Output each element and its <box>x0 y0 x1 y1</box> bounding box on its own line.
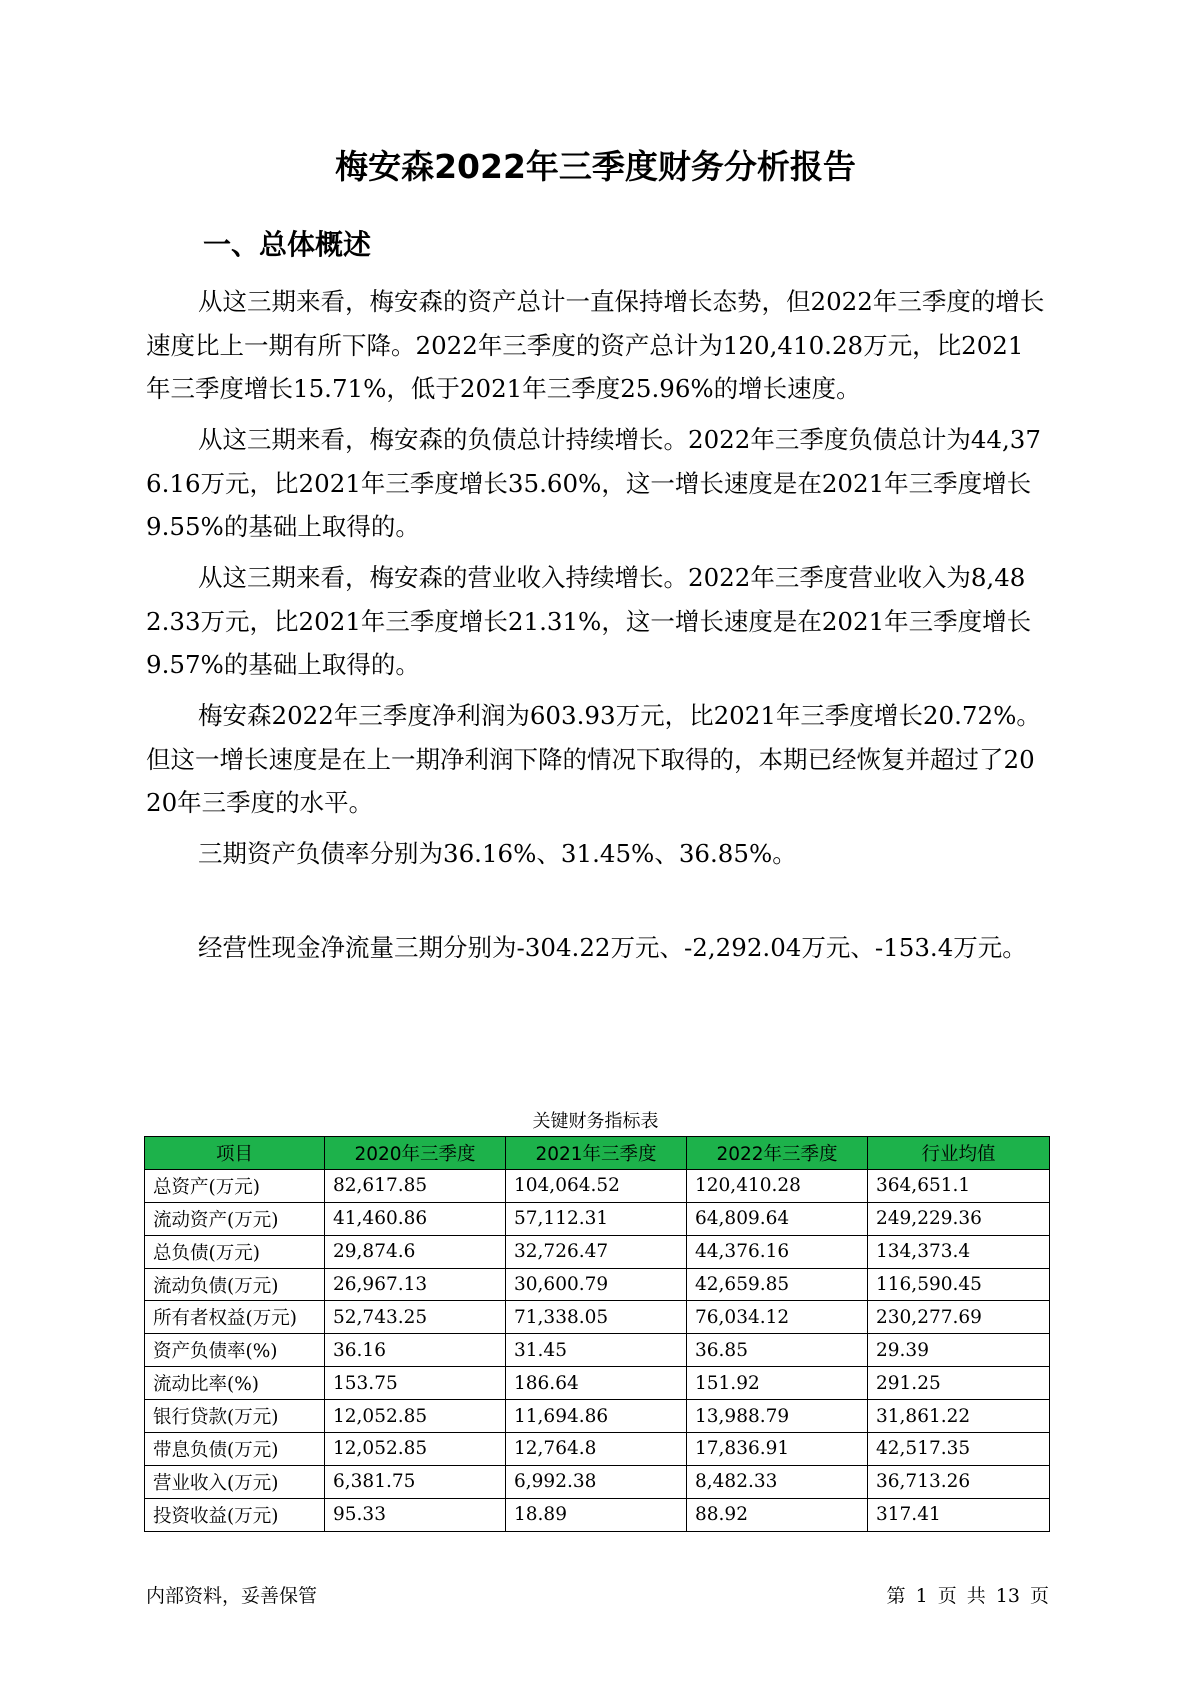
table-cell: 带息负债(万元) <box>145 1433 325 1466</box>
header-cell-item: 项目 <box>145 1137 325 1170</box>
table-cell: 12,052.85 <box>325 1400 506 1433</box>
paragraph-revenue: 从这三期来看，梅安森的营业收入持续增长。2022年三季度营业收入为8,482.33万元，比2021年三季度增长21.31%，这一增长速度是在2021年三季度增长9.57%的基础上取得的。 <box>146 563 1032 679</box>
header-cell-industry-avg: 行业均值 <box>868 1137 1050 1170</box>
table-cell: 银行贷款(万元) <box>145 1400 325 1433</box>
table-cell: 42,517.35 <box>868 1433 1050 1466</box>
table-row <box>145 1367 1050 1400</box>
paragraph-assets: 从这三期来看，梅安森的资产总计一直保持增长态势，但2022年三季度的增长速度比上一期有所下降。2022年三季度的资产总计为120,410.28万元，比2021年三季度增长15.71%，低于2021年三季度25.96%的增长速度。 <box>146 287 1045 403</box>
table-cell: 12,764.8 <box>506 1433 687 1466</box>
table-cell: 流动资产(万元) <box>145 1202 325 1235</box>
table-cell: 64,809.64 <box>687 1202 868 1235</box>
table-row <box>145 1400 1050 1433</box>
paragraph-cash-flow: 经营性现金净流量三期分别为-304.22万元、-2,292.04万元、-153.4万元。 <box>198 933 1027 962</box>
table-cell: 31.45 <box>506 1334 687 1367</box>
table-cell: 82,617.85 <box>325 1169 506 1202</box>
header-cell-2022q3: 2022年三季度 <box>687 1137 868 1170</box>
table-cell: 153.75 <box>325 1367 506 1400</box>
table-cell: 31,861.22 <box>868 1400 1050 1433</box>
table-cell: 104,064.52 <box>506 1169 687 1202</box>
table-cell: 36.16 <box>325 1334 506 1367</box>
header-cell-2021q3: 2021年三季度 <box>506 1137 687 1170</box>
table-cell: 总负债(万元) <box>145 1235 325 1268</box>
table-cell: 41,460.86 <box>325 1202 506 1235</box>
table-cell: 52,743.25 <box>325 1301 506 1334</box>
table-header-row <box>145 1137 1050 1170</box>
paragraph-debt-ratio: 三期资产负债率分别为36.16%、31.45%、36.85%。 <box>198 839 797 868</box>
table-cell: 12,052.85 <box>325 1433 506 1466</box>
table-cell: 11,694.86 <box>506 1400 687 1433</box>
table-cell: 36,713.26 <box>868 1465 1050 1498</box>
table-cell: 364,651.1 <box>868 1169 1050 1202</box>
table-cell: 120,410.28 <box>687 1169 868 1202</box>
table-cell: 29,874.6 <box>325 1235 506 1268</box>
table-cell: 流动比率(%) <box>145 1367 325 1400</box>
table-cell: 资产负债率(%) <box>145 1334 325 1367</box>
table-row <box>145 1301 1050 1334</box>
table-cell: 13,988.79 <box>687 1400 868 1433</box>
table-cell: 230,277.69 <box>868 1301 1050 1334</box>
table-cell: 总资产(万元) <box>145 1169 325 1202</box>
table-cell: 18.89 <box>506 1498 687 1531</box>
table-cell: 26,967.13 <box>325 1268 506 1301</box>
table-cell: 32,726.47 <box>506 1235 687 1268</box>
table-cell: 营业收入(万元) <box>145 1465 325 1498</box>
table-cell: 116,590.45 <box>868 1268 1050 1301</box>
table-cell: 6,381.75 <box>325 1465 506 1498</box>
table-cell: 44,376.16 <box>687 1235 868 1268</box>
table-cell: 71,338.05 <box>506 1301 687 1334</box>
header-cell-2020q3: 2020年三季度 <box>325 1137 506 1170</box>
footer-confidential-note: 内部资料，妥善保管 <box>146 1585 318 1607</box>
table-cell: 134,373.4 <box>868 1235 1050 1268</box>
paragraph-liabilities: 从这三期来看，梅安森的负债总计持续增长。2022年三季度负债总计为44,376.16万元，比2021年三季度增长35.60%，这一增长速度是在2021年三季度增长9.55%的基础上取得的。 <box>146 425 1041 541</box>
table-cell: 57,112.31 <box>506 1202 687 1235</box>
document-title: 梅安森2022年三季度财务分析报告 <box>335 147 856 186</box>
table-row <box>145 1498 1050 1531</box>
table-cell: 151.92 <box>687 1367 868 1400</box>
table-row <box>145 1268 1050 1301</box>
table-cell: 投资收益(万元) <box>145 1498 325 1531</box>
table-cell: 36.85 <box>687 1334 868 1367</box>
table-cell: 29.39 <box>868 1334 1050 1367</box>
table-cell: 所有者权益(万元) <box>145 1301 325 1334</box>
table-cell: 30,600.79 <box>506 1268 687 1301</box>
footer-page-number: 第 1 页 共 13 页 <box>886 1585 1049 1607</box>
table-cell: 88.92 <box>687 1498 868 1531</box>
paragraph-net-profit: 梅安森2022年三季度净利润为603.93万元，比2021年三季度增长20.72%。但这一增长速度是在上一期净利润下降的情况下取得的，本期已经恢复并超过了2020年三季度的水平。 <box>146 701 1041 817</box>
table-caption: 关键财务指标表 <box>532 1111 659 1132</box>
table-cell: 17,836.91 <box>687 1433 868 1466</box>
table-cell: 42,659.85 <box>687 1268 868 1301</box>
table-cell: 186.64 <box>506 1367 687 1400</box>
table-cell: 76,034.12 <box>687 1301 868 1334</box>
table-cell: 8,482.33 <box>687 1465 868 1498</box>
section-heading: 一、总体概述 <box>203 228 372 261</box>
key-financial-metrics-table <box>144 1136 1050 1532</box>
table-cell: 95.33 <box>325 1498 506 1531</box>
table-row <box>145 1465 1050 1498</box>
table-row <box>145 1202 1050 1235</box>
table-row <box>145 1334 1050 1367</box>
table-row <box>145 1433 1050 1466</box>
table-cell: 249,229.36 <box>868 1202 1050 1235</box>
table-row <box>145 1235 1050 1268</box>
table-cell: 291.25 <box>868 1367 1050 1400</box>
table-row <box>145 1169 1050 1202</box>
table-cell: 6,992.38 <box>506 1465 687 1498</box>
table-cell: 流动负债(万元) <box>145 1268 325 1301</box>
table-cell: 317.41 <box>868 1498 1050 1531</box>
